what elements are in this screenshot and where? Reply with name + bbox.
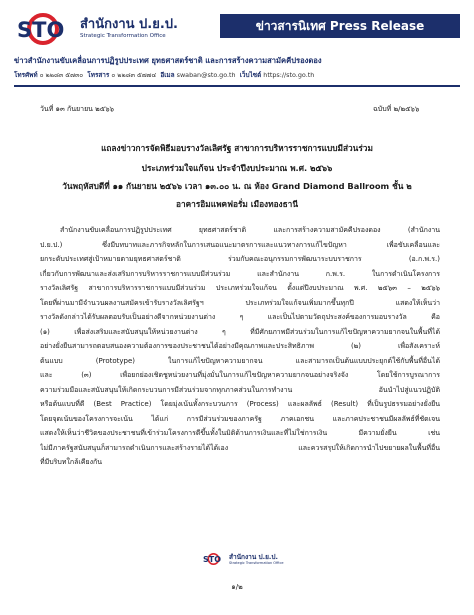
phone-value: ๐ ๒๒๘๓ ๕๗๓๐ (39, 71, 84, 79)
department-line: ข่าวสำนักงานขับเคลื่อนการปฏิรูปประเทศ ยุทธศาสตร์ชาติ และการสร้างความสามัคคีปรองดอง (14, 56, 322, 65)
issue-number: ฉบับที่ ๒/๒๕๖๖ (373, 105, 420, 113)
body-line: รางวัลดังกล่าวได้รับผลตอบรับเป็นอย่างดีจากหน่วยงานต่าง ๆ และเป็นไปตามวัตถุประสงค์ของการมอบรางวัล คือ (40, 313, 440, 321)
website-link[interactable]: https://sto.go.th (263, 71, 315, 79)
body-line: เกี่ยวกับการพัฒนาและส่งเสริมการบริหารราชการแบบมีส่วนร่วม และสำนักงาน ก.พ.ร. ในการดำเนินโครงการ (40, 269, 440, 278)
body-line: ต้นแบบ (Prototype) ในการแก้ไขปัญหาความยากจน และสามารถเป็นต้นแบบประยุกต์ใช้กับพื้นที่อื่นได้ (40, 356, 440, 365)
sto-logo (14, 8, 209, 50)
body-line: (๑) เพื่อส่งเสริมและสนับสนุนให้หน่วยงานต่าง ๆ ที่มีศักยภาพมีส่วนร่วมในการแก้ไขปัญหาความยากจนในพื้นที่ได้ (40, 327, 440, 336)
svg-text:STO: STO (203, 555, 222, 564)
release-date: วันที่ ๑๓ กันยายน ๒๕๖๖ (40, 105, 114, 113)
press-release-banner: ข่าวสารนิเทศ Press Release (220, 14, 460, 38)
body-line: โดยที่ผ่านมามีจำนวนผลงานสมัครเข้ารับรางวัลเลิศรัฐฯ ประเภทร่วมใจแก้จนเพิ่มมากขึ้นทุกปี แสดงให้เห็นว่า (40, 298, 440, 307)
title-line-4: อาคารอิมแพคฟอรั่ม เมืองทองธานี (175, 199, 299, 209)
body-line: ไม่มีภาครัฐสนับสนุนก็สามารถดำเนินการและสร้างรายได้ได้เอง และควรสรุปให้เกิดการนำไปขยายผลในพื้นที่อื่น (40, 443, 440, 452)
email-label: อีเมล (160, 71, 175, 79)
body-line: โดยจุดเน้นของโครงการจะเน้น ได้แก่ การมีส่วนร่วมของภาครัฐ ภาคเอกชน และภาคประชาชนมีผลลัพธ์ที่ชัดเจน (40, 414, 440, 423)
title-line-3: วันพฤหัสบดีที่ ๑๑ กันยายน ๒๕๖๖ เวลา ๑๓.๐๐ น. ณ ห้อง Grand Diamond Ballroom ชั้น ๒ (62, 181, 412, 191)
body-line: ความร่วมมือและสนับสนุนให้เกิดกระบวนการมีส่วนร่วมจากทุกภาคส่วนในการทำงาน อันนำไปสู่แนวปฏิบัติ (40, 385, 440, 394)
footer-logo (202, 552, 282, 568)
body-line: ที่มีบริบทใกล้เคียงกัน (40, 458, 103, 466)
body-line: อย่างยั่งยืนสามารถตอบสนองความต้องการของประชาชนได้อย่างมีคุณภาพและประสิทธิภาพ (๒) เพื่อสังเคราะห์ (40, 342, 440, 350)
footer-org-name: สำนักงาน ป.ย.ป. (229, 553, 278, 561)
body-line: ยกระดับประเทศสู่เป้าหมายตามยุทธศาสตร์ชาติ ร่วมกับคณะอนุกรรมการพัฒนาระบบราชการ (อ.ก.พ.ร.) (40, 255, 440, 263)
fax-label: โทรสาร (87, 71, 110, 79)
fax-value: ๐ ๒๒๘๓ ๕๗๗๔ (111, 71, 157, 79)
body-paragraph (40, 223, 440, 470)
website-label: เว็บไซต์ (239, 71, 262, 79)
contact-line (14, 70, 314, 80)
body-line: รางวัลเลิศรัฐ สาขาการบริหารราชการแบบมีส่วนร่วม ประเภทร่วมใจแก้จน ตั้งแต่ปีงบประมาณ พ.ศ. ๒๕๖๓ – ๒๕๖๖ (40, 284, 440, 292)
title-line-1: แถลงข่าวการจัดพิธีมอบรางวัลเลิศรัฐ สาขาการบริหารราชการแบบมีส่วนร่วม (101, 143, 373, 153)
body-line: และ (๓) เพื่อยกย่องเชิดชูหน่วยงานที่มุ่งมั่นในการแก้ไขปัญหาความยากจนอย่างจริงจัง โดยใช้การบูรณาการ (40, 371, 440, 379)
email-link[interactable]: swaban@sto.go.th (176, 71, 236, 79)
header-divider (14, 85, 460, 87)
body-line: ป.ย.ป.) ซึ่งมีบทบาทและภารกิจหลักในการเสนอแนะมาตรการและแนวทางการแก้ไขปัญหา เพื่อขับเคลื่อนและ (40, 240, 440, 249)
title-line-2: ประเภทร่วมใจแก้จน ประจำปีงบประมาณ พ.ศ. ๒๕๖๖ (141, 163, 333, 173)
org-subtitle: Strategic Transformation Office (80, 33, 166, 39)
footer-sto-logo-icon (202, 552, 226, 566)
phone-label: โทรศัพท์ (14, 71, 38, 79)
body-line: สำนักงานขับเคลื่อนการปฏิรูปประเทศ ยุทธศาสตร์ชาติ และการสร้างความสามัคคีปรองดอง (สำนักงาน (60, 226, 440, 234)
svg-text:STO: STO (17, 18, 65, 42)
footer-org-subtitle: Strategic Transformation Office (229, 561, 284, 565)
org-name: สำนักงาน ป.ย.ป. (80, 17, 178, 32)
body-line: แสดงให้เห็นว่าชีวิตของประชาชนที่เข้าร่วมโครงการดีขึ้นทั้งในมิติด้านการเงินและที่ไม่ใช่การเงิน มีความยั่งยืน เช่น (40, 429, 440, 437)
body-line: หรือต้นแบบที่ดี (Best Practice) โดยมุ่งเน้นทั้งกระบวนการ (Process) และผลลัพธ์ (Result) ที่เป็นรูปธรรมอย่างยั่งยืน (40, 400, 440, 408)
page-number: ๑/๒ (231, 583, 243, 591)
sto-logo-mark-icon (14, 10, 76, 48)
